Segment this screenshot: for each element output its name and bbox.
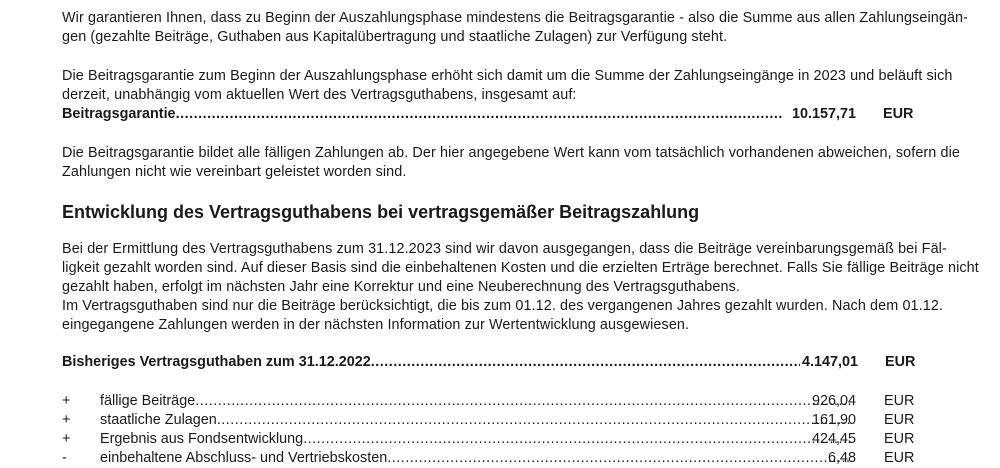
item-currency: EUR <box>884 393 915 409</box>
text-line: Die Beitragsgarantie zum Beginn der Auszahlungsphase erhöht sich damit um die Summe der Zahlungseingänge in 2023 und beläuft sich <box>62 68 953 84</box>
item-value: 926,04 <box>812 393 857 409</box>
item-label: staatliche Zulagen ..... <box>100 411 852 430</box>
item-label: fällige Beiträge ..... <box>100 392 852 411</box>
table-row <box>62 449 932 468</box>
previous-balance-row <box>62 353 932 372</box>
operator-sign: + <box>62 393 71 409</box>
item-label: einbehaltene Abschluss- und Vertriebskosten ..... <box>100 449 852 468</box>
text-line: eingegangene Zahlungen werden in der nächsten Information zur Wertentwicklung ausgewiesen. <box>62 317 690 333</box>
text-line: gen (gezahlte Beiträge, Guthaben aus Kapitalübertragung und staatliche Zulagen) zur Verfügung steht. <box>62 29 728 45</box>
text-line: Im Vertragsguthaben sind nur die Beiträge berücksichtigt, die bis zum 01.12. des vergangenen Jahres gezahlt wurden. Nach dem 01.12. <box>62 298 944 314</box>
item-value: 161,90 <box>812 412 857 428</box>
text-line: Bei der Ermittlung des Vertragsguthabens zum 31.12.2023 sind wir davon ausgegangen, dass die Beiträge vereinbarungsgemäß bei Fäl- <box>62 241 947 257</box>
table-row <box>62 411 932 430</box>
text-line: Wir garantieren Ihnen, dass zu Beginn der Auszahlungsphase mindestens die Beitragsgarantie - also die Summe aus allen Zahlungseingän- <box>62 10 969 26</box>
operator-sign: + <box>62 412 71 428</box>
previous-balance-value: 4.147,01 <box>801 354 858 370</box>
operator-sign: - <box>62 450 67 466</box>
section-paragraph <box>62 240 979 335</box>
section-heading: Entwicklung des Vertragsguthabens bei vertragsgemäßer Beitragszahlung <box>62 202 700 222</box>
text-line: derzeit, unabhängig vom aktuellen Wert des Vertragsguthabens, insgesamt auf: <box>62 87 577 103</box>
note-paragraph <box>62 144 961 182</box>
item-currency: EUR <box>884 450 915 466</box>
guarantee-row <box>62 105 932 124</box>
item-value: 6,48 <box>827 450 856 466</box>
guarantee-label: Beitragsgarantie ..... <box>62 105 784 124</box>
text-line: gezahlt haben, erfolgt im nächsten Jahr eine Korrektur und eine Neuberechnung des Vertragsguthabens. <box>62 279 741 295</box>
item-currency: EUR <box>884 412 915 428</box>
item-label: Ergebnis aus Fondsentwicklung ..... <box>100 430 852 449</box>
table-row <box>62 430 932 449</box>
table-row <box>62 392 932 411</box>
text-line: ligkeit gezahlt worden sind. Auf dieser Basis sind die einbehaltenen Kosten und die erzielten Erträge berechnet. Falls Sie fällige Beiträge nicht <box>62 260 979 276</box>
item-currency: EUR <box>884 431 915 447</box>
intro-paragraph <box>62 9 969 47</box>
guarantee-currency: EUR <box>883 106 914 122</box>
previous-balance-currency: EUR <box>885 354 916 370</box>
operator-sign: + <box>62 431 71 447</box>
item-value: 424,45 <box>812 431 857 447</box>
guarantee-paragraph <box>62 67 953 105</box>
guarantee-value: 10.157,71 <box>791 106 856 122</box>
previous-balance-label: Bisheriges Vertragsguthaben zum 31.12.2022 ..... <box>62 353 800 372</box>
text-line: Die Beitragsgarantie bildet alle fälligen Zahlungen ab. Der hier angegebene Wert kann vom tatsächlich vorhandenen abweichen, sofern die <box>62 145 961 161</box>
text-line: Zahlungen nicht wie vereinbart geleistet worden sind. <box>62 164 407 180</box>
